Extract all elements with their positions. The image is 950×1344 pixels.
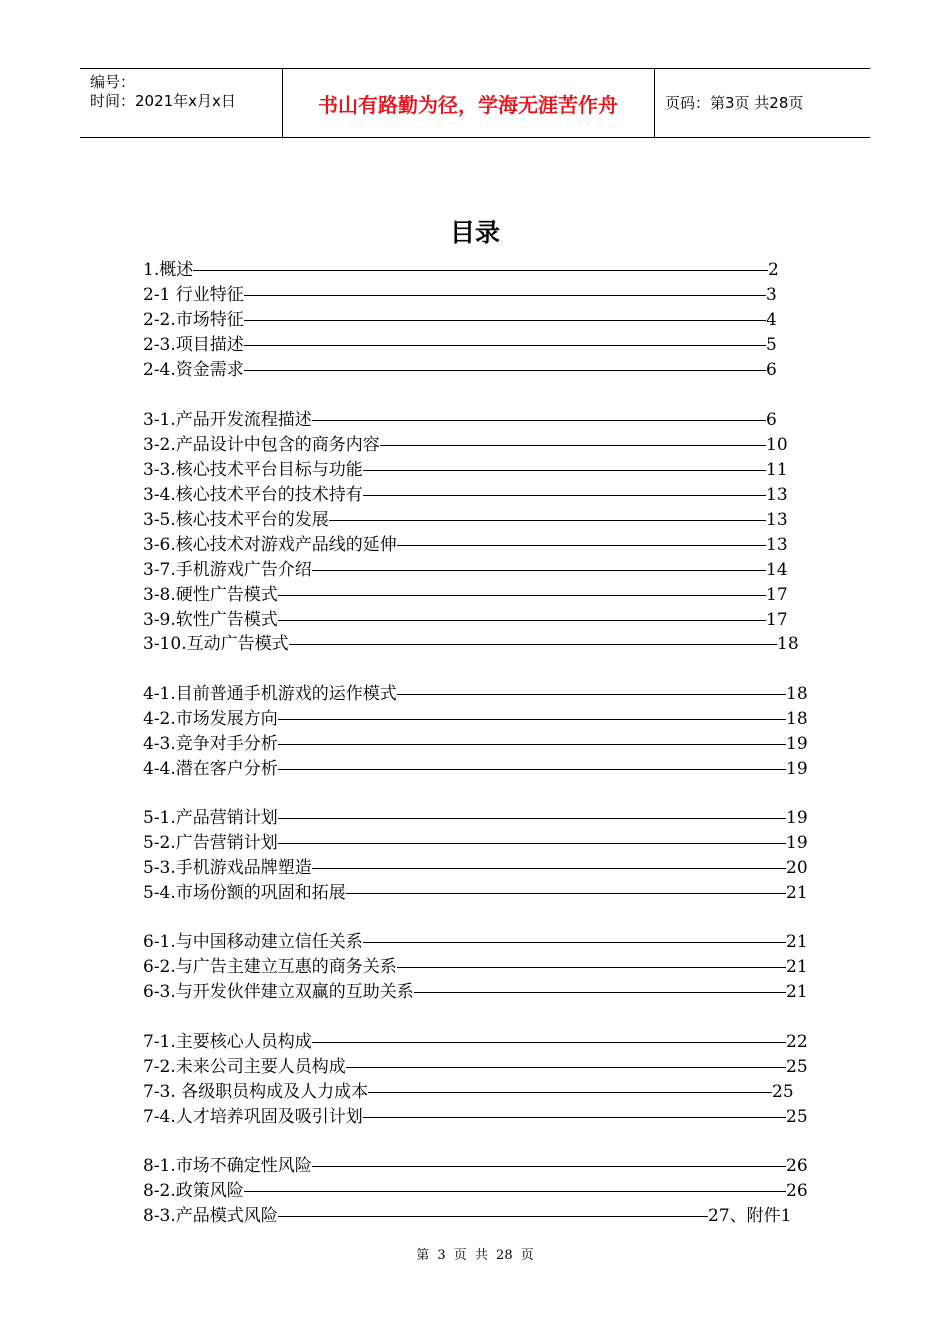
toc-entry (143, 632, 799, 656)
toc-entry-title: 3-10.互动广告模式 (143, 634, 289, 654)
toc-entry-page: 13 (766, 510, 788, 530)
toc-entry-page: 5 (766, 335, 777, 355)
toc-entry-title: 8-2.政策风险 (143, 1181, 244, 1201)
toc-entry-page: 13 (766, 485, 788, 505)
toc-leader-line (193, 258, 768, 282)
toc-entry (143, 1055, 808, 1079)
toc-entry-page: 11 (766, 460, 788, 480)
toc-entry-page: 17 (766, 610, 788, 630)
toc-leader-line (368, 1080, 772, 1104)
toc-leader-line (397, 533, 766, 557)
toc-entry-page: 10 (766, 435, 788, 455)
toc-leader-line (278, 707, 786, 731)
toc-leader-line (380, 433, 766, 457)
toc-entry-page: 14 (766, 560, 788, 580)
header-motto: 书山有路勤为径，学海无涯苦作舟 (318, 93, 618, 117)
toc-entry (143, 283, 777, 307)
toc-entry-title: 6-3.与开发伙伴建立双赢的互助关系 (143, 982, 414, 1002)
toc-entry (143, 980, 808, 1004)
toc-leader-line (363, 930, 786, 954)
toc-entry (143, 806, 808, 830)
toc-entry (143, 1030, 808, 1054)
toc-entry-title: 4-1.目前普通手机游戏的运作模式 (143, 684, 397, 704)
toc-entry-title: 8-3.产品模式风险 (143, 1206, 278, 1226)
toc-entry (143, 508, 788, 532)
toc-leader-line (244, 333, 766, 357)
toc-entry-title: 7-2.未来公司主要人员构成 (143, 1057, 346, 1077)
toc-entry (143, 1154, 808, 1178)
toc-entry-title: 2-2.市场特征 (143, 310, 244, 330)
toc-entry-page: 21 (786, 982, 808, 1002)
toc-entry-page: 22 (786, 1032, 808, 1052)
toc-leader-line (346, 881, 786, 905)
toc-entry-page: 25 (786, 1057, 808, 1077)
toc-leader-line (312, 1154, 786, 1178)
toc-entry-title: 3-3.核心技术平台目标与功能 (143, 460, 363, 480)
toc-leader-line (278, 757, 786, 781)
page-title: 目录 (449, 218, 500, 247)
toc-entry (143, 1179, 808, 1203)
toc-entry-page: 18 (777, 634, 799, 654)
toc-leader-line (346, 1055, 786, 1079)
toc-entry-page: 27、附件1 (708, 1206, 792, 1226)
toc-leader-line (244, 308, 766, 332)
toc-leader-line (244, 283, 766, 307)
toc-entry-page: 26 (786, 1156, 808, 1176)
document-date-label: 时间：2021年x月x日 (90, 92, 236, 110)
toc-entry-page: 18 (786, 709, 808, 729)
toc-entry-page: 2 (768, 260, 779, 280)
toc-entry (143, 433, 788, 457)
toc-leader-line (414, 980, 786, 1004)
toc-leader-line (278, 583, 766, 607)
toc-leader-line (312, 1030, 786, 1054)
toc-entry (143, 333, 777, 357)
toc-leader-line (329, 508, 766, 532)
toc-entry (143, 1105, 808, 1129)
toc-entry (143, 930, 808, 954)
toc-leader-line (397, 682, 786, 706)
toc-entry (143, 831, 808, 855)
toc-entry (143, 856, 808, 880)
toc-entry (143, 955, 808, 979)
toc-entry-title: 3-4.核心技术平台的技术持有 (143, 485, 363, 505)
toc-entry (143, 458, 788, 482)
toc-entry-page: 3 (766, 285, 777, 305)
toc-entry (143, 558, 788, 582)
toc-entry-title: 5-1.产品营销计划 (143, 808, 278, 828)
toc-entry (143, 408, 777, 432)
toc-entry-title: 3-8.硬性广告模式 (143, 585, 278, 605)
toc-entry-title: 7-1.主要核心人员构成 (143, 1032, 312, 1052)
toc-entry-title: 2-4.资金需求 (143, 360, 244, 380)
toc-entry (143, 608, 788, 632)
toc-entry-title: 3-6.核心技术对游戏产品线的延伸 (143, 535, 397, 555)
toc-entry-page: 25 (772, 1082, 794, 1102)
document-number-label: 编号： (90, 73, 136, 91)
toc-entry-title: 5-3.手机游戏品牌塑造 (143, 858, 312, 878)
toc-entry (143, 533, 788, 557)
toc-entry-title: 3-1.产品开发流程描述 (143, 410, 312, 430)
toc-entry-title: 4-3.竞争对手分析 (143, 734, 278, 754)
toc-leader-line (278, 806, 786, 830)
toc-entry-page: 20 (786, 858, 808, 878)
toc-entry-title: 3-2.产品设计中包含的商务内容 (143, 435, 380, 455)
toc-leader-line (244, 1179, 786, 1203)
toc-leader-line (244, 358, 766, 382)
toc-entry (143, 483, 788, 507)
toc-entry-title: 4-4.潜在客户分析 (143, 759, 278, 779)
toc-leader-line (363, 1105, 786, 1129)
toc-entry-title: 3-5.核心技术平台的发展 (143, 510, 329, 530)
toc-leader-line (312, 856, 786, 880)
toc-leader-line (363, 458, 766, 482)
toc-leader-line (397, 955, 786, 979)
toc-entry-page: 19 (786, 808, 808, 828)
toc-entry-title: 7-3. 各级职员构成及人力成本 (143, 1082, 369, 1102)
toc-leader-line (278, 1204, 708, 1228)
toc-entry-page: 25 (786, 1107, 808, 1127)
toc-entry-title: 7-4.人才培养巩固及吸引计划 (143, 1107, 363, 1127)
toc-entry-page: 21 (786, 883, 808, 903)
toc-entry-title: 1.概述 (143, 260, 194, 280)
toc-entry-title: 4-2.市场发展方向 (143, 709, 278, 729)
toc-entry-page: 6 (766, 360, 777, 380)
toc-entry-title: 5-2.广告营销计划 (143, 833, 278, 853)
toc-entry (143, 682, 808, 706)
toc-entry-page: 19 (786, 734, 808, 754)
toc-entry-page: 19 (786, 759, 808, 779)
toc-entry-page: 18 (786, 684, 808, 704)
toc-entry-title: 3-7.手机游戏广告介绍 (143, 560, 312, 580)
toc-entry-page: 19 (786, 833, 808, 853)
toc-entry-page: 13 (766, 535, 788, 555)
toc-entry-page: 17 (766, 585, 788, 605)
toc-entry-title: 3-9.软性广告模式 (143, 610, 278, 630)
toc-leader-line (312, 558, 766, 582)
toc-entry-title: 6-1.与中国移动建立信任关系 (143, 932, 363, 952)
toc-entry-title: 6-2.与广告主建立互惠的商务关系 (143, 957, 397, 977)
toc-entry-title: 8-1.市场不确定性风险 (143, 1156, 312, 1176)
toc-leader-line (312, 408, 766, 432)
toc-entry (143, 258, 779, 282)
toc-entry (143, 583, 788, 607)
toc-entry (143, 1080, 794, 1104)
toc-leader-line (363, 483, 766, 507)
header-page-info: 页码：第3页 共28页 (665, 94, 804, 112)
toc-entry-title: 2-1 行业特征 (143, 285, 244, 305)
toc-entry-title: 2-3.项目描述 (143, 335, 244, 355)
toc-entry-page: 26 (786, 1181, 808, 1201)
toc-leader-line (278, 732, 786, 756)
toc-entry (143, 358, 777, 382)
toc-entry (143, 757, 808, 781)
toc-entry (143, 1204, 791, 1228)
toc-entry-page: 4 (766, 310, 777, 330)
toc-entry-title: 5-4.市场份额的巩固和拓展 (143, 883, 346, 903)
toc-entry (143, 308, 777, 332)
toc-entry-page: 21 (786, 932, 808, 952)
toc-entry-page: 21 (786, 957, 808, 977)
toc-leader-line (278, 608, 766, 632)
toc-entry (143, 732, 808, 756)
toc-leader-line (289, 632, 777, 656)
toc-entry-page: 6 (766, 410, 777, 430)
toc-leader-line (278, 831, 786, 855)
toc-entry (143, 881, 808, 905)
toc-entry (143, 707, 808, 731)
page-footer: 第 3 页 共 28 页 (416, 1248, 534, 1263)
